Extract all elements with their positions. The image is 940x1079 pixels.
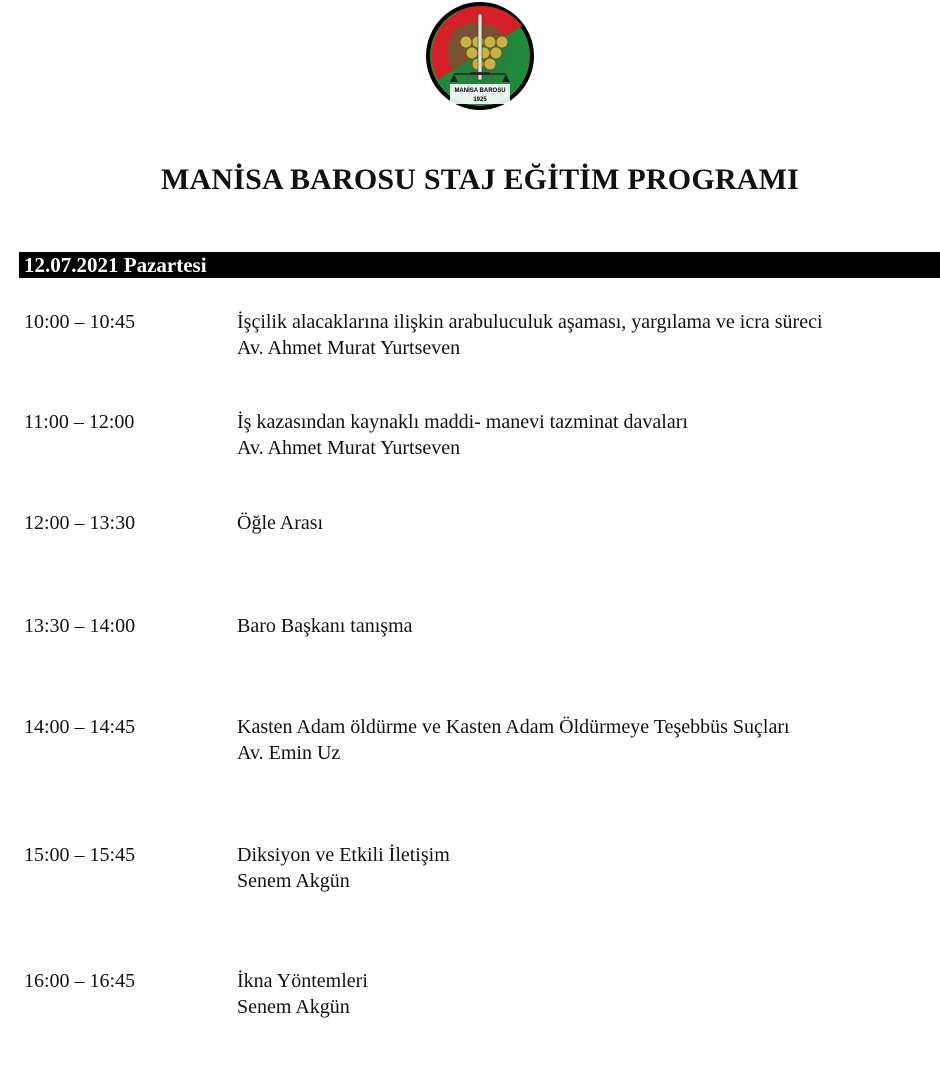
session-topic: Öğle Arası — [237, 512, 324, 534]
session-speaker: Senem Akgün — [237, 870, 350, 892]
session-topic: İkna Yöntemleri — [237, 970, 368, 992]
session-time: 12:00 – 13:30 — [24, 512, 136, 534]
session-topic: Baro Başkanı tanışma — [237, 615, 413, 637]
session-time: 13:30 – 14:00 — [24, 615, 136, 637]
session-topic: İş kazasından kaynaklı maddi- manevi tazminat davaları — [237, 411, 688, 433]
session-speaker: Senem Akgün — [237, 996, 350, 1018]
logo-year: 1925 — [473, 97, 487, 103]
page-title: MANİSA BAROSU STAJ EĞİTİM PROGRAMI — [161, 163, 799, 196]
session-topic: İşçilik alacaklarına ilişkin arabuluculuk aşaması, yargılama ve icra süreci — [237, 311, 823, 333]
session-time: 15:00 – 15:45 — [24, 844, 136, 866]
session-speaker: Av. Ahmet Murat Yurtseven — [237, 337, 461, 359]
session-topic: Diksiyon ve Etkili İletişim — [237, 844, 450, 866]
session-time: 11:00 – 12:00 — [24, 411, 135, 433]
session-topic: Kasten Adam öldürme ve Kasten Adam Öldürmeye Teşebbüs Suçları — [237, 716, 790, 738]
session-speaker: Av. Ahmet Murat Yurtseven — [237, 437, 461, 459]
session-time: 14:00 – 14:45 — [24, 716, 136, 738]
session-speaker: Av. Emin Uz — [237, 742, 341, 764]
date-header-bar — [19, 252, 940, 278]
session-time: 10:00 – 10:45 — [24, 311, 136, 333]
bar-association-logo — [424, 0, 536, 112]
session-time: 16:00 – 16:45 — [24, 970, 136, 992]
logo-label: MANİSA BAROSU — [454, 88, 506, 94]
date-label: 12.07.2021 Pazartesi — [24, 253, 207, 277]
